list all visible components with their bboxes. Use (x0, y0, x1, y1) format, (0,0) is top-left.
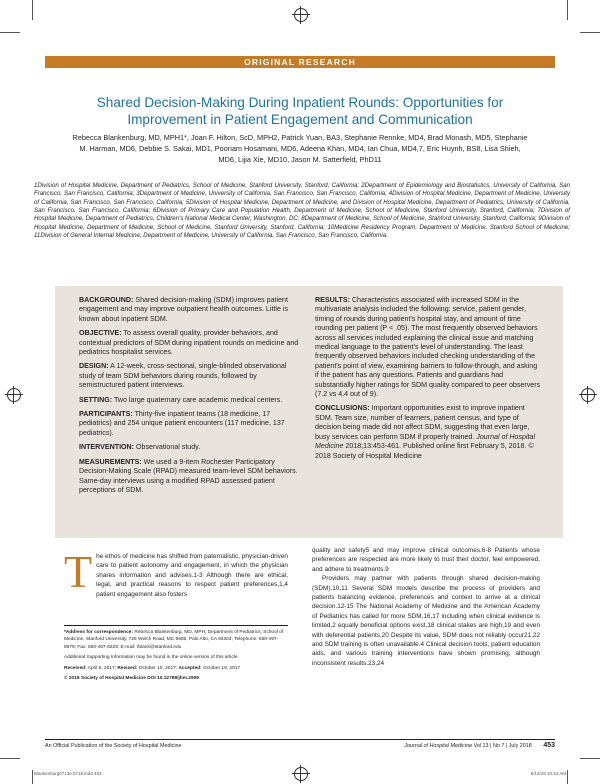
crop-mark (0, 32, 20, 33)
footer-journal: Journal of Hospital Medicine (404, 743, 473, 749)
print-slug-file: Blankenburg0713e.0718.indd 453 (34, 771, 102, 776)
print-slug-date: 6/14/18 10:44 AM (530, 771, 566, 776)
section-banner (45, 56, 555, 68)
footer-journal-info (404, 742, 555, 749)
crop-mark (567, 770, 568, 784)
body-left-column (64, 546, 288, 599)
registration-mark-icon (581, 388, 595, 402)
correspondence-note: *Address for correspondence: Rebecca Blankenburg, MD, MPH, Department of Pediatrics, School of Medicine, Stanford University, 725 Welch Road, MC 5906, Palo Alto, CA 94304; Telephone: 650-497-8979; Fax: 650-497-8228; E-mail: rblank@stanford.edu (64, 630, 284, 650)
crop-mark (567, 0, 568, 20)
affiliations: 1Division of Hospital Medicine, Department of Pediatrics, School of Medicine, Stanford University, Stanford, California; 2Department of Epidemiology and Biostatistics, University of California, San Francisco, San Francisco, California; 3Department of Medicine, University of California, San Francisco, San Francisco, California; 4Division of Hospital Medicine, Department of Medicine, University of California, San Francisco, San Francisco, California; 5Division of Hospital Medicine, Department of Medicine, and Division of Hospital Medicine, Department of Pediatrics, University of California, San Francisco, San Francisco, California; 6Division of Primary Care and Population Health, Department of Medicine, School of Medicine, Stanford University, Stanford, California; 7Division of Hospital Medicine, Department of Pediatrics, Children's National Medical Center, Washington, DC; 8Department of Medicine, School of Medicine, Stanford University, Stanford, California; 9Division of Hospital Medicine, Department of Medicine, School of Medicine, Stanford University, Stanford, California; 10Medicine Residency Program, Department of Medicine, Stanford School of Medicine; 11Division of General Internal Medicine, Department of Medicine, University of California, San Francisco, San Francisco, California. (34, 182, 570, 240)
abstract-design: DESIGN: A 12-week, cross-sectional, single-blinded observational study of team SDM behaviors during rounds, followed by semistructured patient interviews. (79, 362, 287, 390)
registration-mark-icon (294, 767, 308, 781)
intro-paragraph: The ethos of medicine has shifted from paternalistic, physician-driven care to patient autonomy and engagement, in which the physician shares information and advises.1-3 Although there are ethical, legal, and practical reasons to respect patient preferences,1,4 patient engagement also fosters (64, 546, 288, 598)
abstract-intervention: INTERVENTION: Observational study. (79, 443, 201, 452)
abstract-measurements: MEASUREMENTS: We used a 9-item Rochester Participatory Decision-Making Scale (RPAD) measured team-level SDM behaviors. Same-day interviews using a modified RPAD assessed patient perceptions of SDM. (79, 457, 298, 494)
footnote-divider (64, 625, 288, 626)
crop-mark (580, 758, 600, 759)
body-paragraph: Providers may partner with patients through shared decision-making (SDM).10,11 Several SDM models describe the process of providers and patients balancing evidence, preferences and context to arrive at a clinical decision.12-15 The National Academy of Medicine and the American Academy of Pediatrics has called for more SDM,16,17 including when clinical evidence is limited,2 equally beneficial options exist,18 clinical stakes are high,19 and even with deferential patients.20 Despite its value, SDM does not reliably occur21,22 and SDM training is often unavailable.4 Clinical decision tools, patient education aids, and various training interventions have shown promising, although inconsistent results.23,24 (312, 575, 540, 667)
abstract-left-column (79, 296, 301, 500)
drop-cap: T (64, 546, 93, 597)
abstract-right-column (315, 296, 541, 466)
abstract-conclusions: CONCLUSIONS: Important opportunities exist to improve inpatient SDM. Team size, number of learners, patient census, and type of decision being made did not affect SDM, suggesting that even large, busy services can perform SDM if properly trained. Journal of Hospital Medicine 2018;13:453-461. Published online first February 5, 2018. © 2018 Society of Hospital Medicine (315, 404, 536, 460)
registration-mark-icon (7, 388, 21, 402)
footer-issue: Vol 13 | No 7 | July 2018 (473, 743, 532, 749)
abstract-participants: PARTICIPANTS: Thirty-five inpatient teams (18 medicine, 17 pediatrics) and 254 unique patient encounters (117 medicine, 137 pediatrics). (79, 410, 285, 437)
body-paragraph: quality and safety5 and may improve clinical outcomes.6-8 Patients whose preferences are respected are more likely to trust their doctor, feel empowered, and adhere to treatments.9 (312, 547, 540, 573)
registration-mark-icon (294, 8, 308, 22)
citation-details: 2018;13:453-461. Published online first February 5, 2018. © 2018 Society of Hospital Medicine (315, 442, 534, 460)
crop-mark (580, 32, 600, 33)
dates-note: Received: April 5, 2017; Revised: October 10, 2017; Accepted: October 19, 2017 (64, 665, 241, 671)
footer-rule (45, 739, 555, 740)
footnotes (64, 629, 288, 685)
footer-publisher: An Official Publication of the Society of Hospital Medicine (45, 743, 182, 749)
supplement-note: Additional Supporting Information may be found in the online version of this article. (64, 655, 239, 661)
crop-mark (32, 0, 33, 20)
citation-journal: Journal of Hospital Medicine (315, 432, 536, 451)
abstract-objective: OBJECTIVE: To assess overall quality, provider behaviors, and contextual predictors of SDM during inpatient rounds on medicine and pediatrics hospitalist services. (79, 329, 299, 357)
copyright-note: © 2018 Society of Hospital Medicine DOI 10.12788/jhm.2909 (64, 676, 199, 682)
article-title: Shared Decision-Making During Inpatient Rounds: Opportunities for Improvement in Patient Engagement and Communication (96, 95, 504, 127)
abstract-setting: SETTING: Two large quaternary care academic medical centers. (79, 395, 283, 404)
body-right-column (312, 546, 540, 668)
section-banner-label: ORIGINAL RESEARCH (244, 57, 356, 67)
page-number: 453 (543, 742, 555, 749)
abstract-background: BACKGROUND: Shared decision-making (SDM) improves patient engagement and may improve outpatient health outcomes. Little is known about inpatient SDM. (79, 296, 288, 323)
author-list: Rebecca Blankenburg, MD, MPH1*, Joan F. Hilton, ScD, MPH2, Patrick Yuan, BA3, Stephanie Rennke, MD4, Brad Monash, MD5, Stephanie M. Harman, MD6, Debbie S. Sakai, MD1, Pooriam Hosamani, MD6, Adeena Khan, MD4, Ian Chua, MD4,7, Eric Huynh, BS8, Lisa Shieh, MD6, Lijia Xie, MD10, Jason M. Satterfield, PhD11 (72, 133, 528, 165)
abstract-results: RESULTS: Characteristics associated with increased SDM in the multivariate analysis included the following: service, patient gender, timing of rounds during patient's hospital stay, and amount of time rounding per patient (P < .05). The most frequently observed behaviors across all services included explaining the clinical issue and matching medical language to the patient's level of understanding. The least frequently observed behaviors included checking understanding of the patient's point of view, examining barriers to follow-through, and asking if the patient has any questions. Patients and guardians had substantially higher ratings for SDM quality compared to peer observers (7.2 vs 4.4 out of 9). (315, 296, 541, 399)
crop-mark (32, 770, 33, 784)
crop-mark (0, 758, 20, 759)
abstract-box (55, 286, 563, 538)
